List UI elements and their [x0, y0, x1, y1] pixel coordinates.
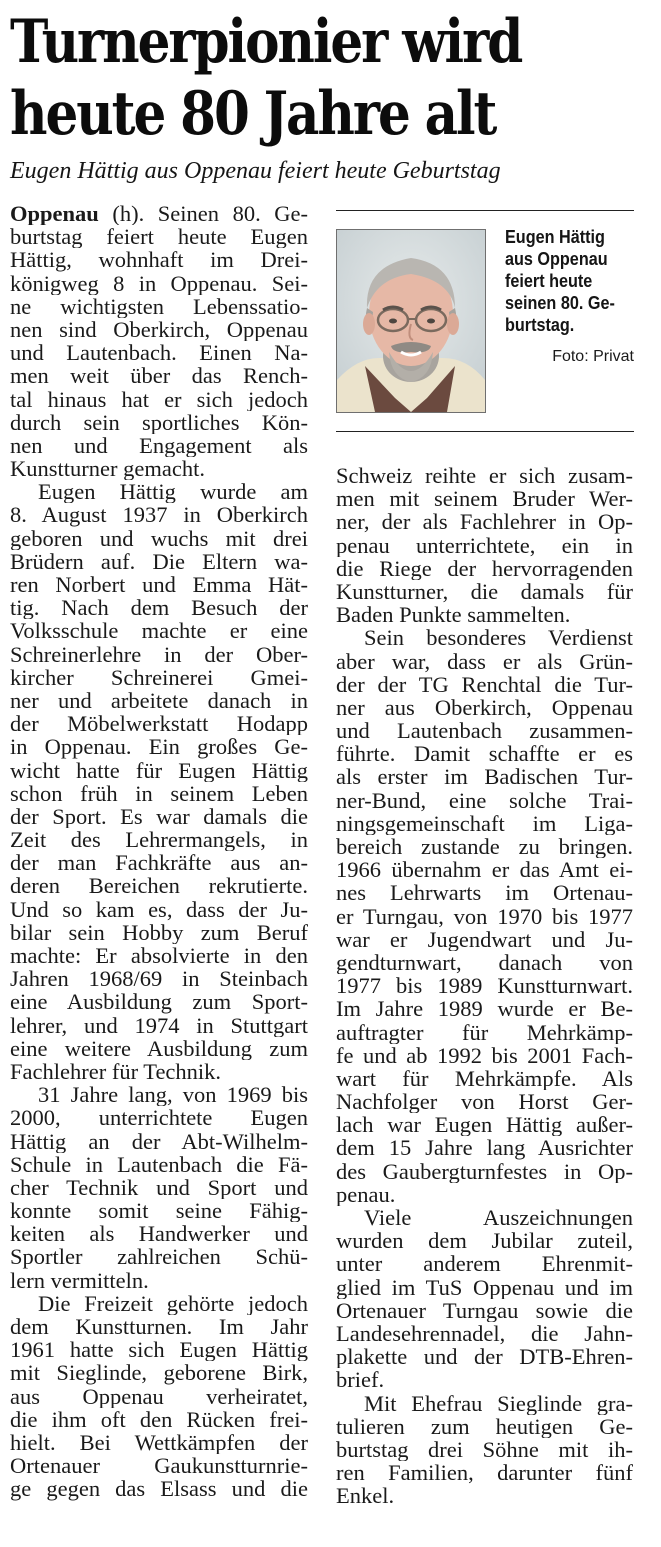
- article-text: brief.: [336, 1368, 385, 1392]
- article-text-line: [336, 1322, 633, 1345]
- article-text-line: [336, 997, 633, 1020]
- article-text-line: [336, 765, 633, 788]
- article-text-line: [336, 1252, 633, 1275]
- article-text: nen sind Oberkirch, Oppenau: [10, 317, 308, 342]
- article-column-left: [10, 202, 308, 1501]
- photo-top-divider: [336, 210, 634, 211]
- article-text-line: [336, 719, 633, 742]
- article-text: Die Freizeit gehörte jedoch: [38, 1291, 308, 1315]
- article-text: Zeit des Lehrermangels, in: [10, 828, 308, 852]
- article-text: schon früh in seinem Leben: [10, 781, 308, 805]
- article-text: bereich zustande zu bringen.: [336, 835, 633, 859]
- article-text-line: [10, 828, 308, 851]
- article-text: machte: Er absolvierte in den: [10, 944, 308, 968]
- article-text: nen und Engagement als: [10, 433, 308, 458]
- article-text: der man Fachkräfte aus an-: [10, 851, 308, 875]
- headline-line-1: Turnerpionier wird: [10, 7, 522, 77]
- subheadline: Eugen Hättig aus Oppenau feiert heute Geburtstag: [10, 158, 501, 184]
- article-text: 8. August 1937 in Oberkirch: [10, 503, 308, 527]
- article-text: ge gegen das Elsass und die: [10, 1477, 308, 1501]
- article-text: Und so kam es, dass der Ju-: [10, 897, 308, 921]
- article-text-line: [10, 619, 308, 642]
- article-text-line: [336, 835, 633, 858]
- article-text-line: [336, 1345, 633, 1368]
- article-text: Enkel.: [336, 1484, 395, 1508]
- article-text-line: [10, 1199, 308, 1222]
- article-text-line: [336, 1368, 633, 1391]
- article-text-line: [10, 1431, 308, 1454]
- article-text: dem 15 Jahre lang Ausrichter: [336, 1136, 633, 1160]
- article-text-line: [10, 411, 308, 434]
- article-text: Kunstturner gemacht.: [10, 457, 205, 481]
- article-text: nes Lehrwarts im Ortenau-: [336, 881, 633, 905]
- article-text: 1966 übernahm er das Amt ei-: [336, 858, 633, 882]
- article-text: und Lautenbach zusammen-: [336, 719, 633, 743]
- article-text-line: [10, 874, 308, 897]
- article-text-line: [10, 388, 308, 411]
- article-text-line: [10, 1477, 308, 1500]
- article-text: als erster im Badischen Tur-: [336, 765, 633, 789]
- article-text-line: [336, 510, 633, 533]
- article-text-line: [10, 1408, 308, 1431]
- article-text: Baden Punkte sammelten.: [336, 603, 571, 627]
- article-text: war er Jugendwart und Ju-: [336, 927, 633, 951]
- article-text: 1961 hatte sich Eugen Hättig: [10, 1338, 308, 1362]
- article-text: hielt. Bei Wettkämpfen der: [10, 1430, 308, 1455]
- caption-line-4: seinen 80. Ge-: [505, 293, 615, 313]
- article-text: eine weitere Ausbildung zum: [10, 1036, 308, 1060]
- article-text-line: [10, 666, 308, 689]
- article-text-line: [336, 1438, 633, 1461]
- article-text-line: [10, 295, 308, 318]
- article-text: men weit über das Rench-: [10, 364, 308, 388]
- article-text-line: [10, 1292, 308, 1315]
- article-text-line: [336, 1415, 633, 1438]
- article-text: lach war Eugen Hättig außer-: [336, 1113, 633, 1137]
- article-text-line: [10, 318, 308, 341]
- article-text: die ihm oft den Rücken frei-: [10, 1407, 308, 1431]
- article-text-line: [336, 1160, 633, 1183]
- article-text-line: [10, 805, 308, 828]
- article-text: wicht hatte für Eugen Hättig: [10, 758, 308, 782]
- article-text: unter anderem Ehrenmit-: [336, 1252, 633, 1276]
- article-text-line: [336, 673, 633, 696]
- article-text-line: [336, 742, 633, 765]
- article-text: Sportler zahlreichen Schü-: [10, 1245, 308, 1269]
- article-text: Jahren 1968/69 in Steinbach: [10, 967, 308, 991]
- article-text-line: [10, 480, 308, 503]
- article-text: cher Technik und Sport und: [10, 1175, 308, 1200]
- article-text: geboren und wuchs mit drei: [10, 526, 308, 550]
- article-text: tal hinaus hat er sich jedoch: [10, 387, 308, 411]
- article-text-line: [336, 928, 633, 951]
- article-text: Fachlehrer für Technik.: [10, 1059, 222, 1084]
- article-text-line: [10, 550, 308, 573]
- article-text: aus Oppenau verheiratet,: [10, 1384, 308, 1408]
- article-text-line: [10, 1083, 308, 1106]
- article-text: ne wichtigsten Lebenssatio-: [10, 294, 308, 318]
- article-text-line: [10, 967, 308, 990]
- article-text-line: [10, 1245, 308, 1268]
- article-text: wurden dem Jubilar zuteil,: [336, 1229, 633, 1253]
- article-text: wart für Mehrkämpfe. Als: [336, 1066, 633, 1091]
- article-text-line: [336, 696, 633, 719]
- caption-line-1: Eugen Hättig: [505, 227, 605, 247]
- article-text-line: [10, 1060, 308, 1083]
- article-text-line: [10, 735, 308, 758]
- article-text-line: [10, 1315, 308, 1338]
- article-text-line: [10, 272, 308, 295]
- article-text-line: [336, 1484, 633, 1507]
- article-text-line: [336, 1021, 633, 1044]
- article-text: ner aus Oberkirch, Oppenau: [336, 695, 633, 720]
- article-text-line: [10, 944, 308, 967]
- article-text-line: [336, 812, 633, 835]
- article-text: 2000, unterrichtete Eugen: [10, 1106, 308, 1130]
- article-text: Landesehrennadel, die Jahn-: [336, 1321, 633, 1346]
- article-text: Schweiz reihte er sich zusam-: [336, 464, 633, 488]
- article-text-line: [336, 974, 633, 997]
- article-text-line: [10, 1037, 308, 1060]
- article-text: Schreinerlehre in der Ober-: [10, 642, 308, 666]
- article-text: Brüdern auf. Die Eltern wa-: [10, 549, 308, 573]
- article-text: Volksschule machte er eine: [10, 619, 308, 643]
- article-text-line: [336, 789, 633, 812]
- article-text-line: [10, 782, 308, 805]
- article-text: Sein besonderes Verdienst: [364, 626, 633, 650]
- article-text: lern vermitteln.: [10, 1268, 149, 1292]
- article-text: ner-Bund, eine solche Trai-: [336, 788, 633, 812]
- headline-line-2: heute 80 Jahre alt: [10, 79, 496, 149]
- article-text: ner und arbeitete danach in: [10, 688, 308, 713]
- article-text: Hättig, wohnhaft im Drei-: [10, 248, 308, 272]
- article-text-line: [10, 990, 308, 1013]
- portrait-image-icon: [337, 230, 485, 412]
- article-text: Ortenauer Gaukunstturnrie-: [10, 1454, 308, 1478]
- article-text-line: [10, 921, 308, 944]
- article-text-line: [10, 1014, 308, 1037]
- article-text-line: [10, 1385, 308, 1408]
- article-text: der Möbelwerkstatt Hodapp: [10, 712, 308, 736]
- article-text-line: [10, 457, 308, 480]
- article-text: durch sein sportliches Kön-: [10, 410, 308, 434]
- article-text-line: [10, 341, 308, 364]
- caption-line-2: aus Oppenau: [505, 249, 608, 269]
- article-text-line: [336, 487, 633, 510]
- article-text-line: [336, 1090, 633, 1113]
- article-text-line: [10, 596, 308, 619]
- article-text-line: [336, 881, 633, 904]
- article-text-line: [336, 534, 633, 557]
- article-text-line: [10, 1454, 308, 1477]
- article-text: Eugen Hättig wurde am: [38, 480, 308, 504]
- article-text-line: [10, 434, 308, 457]
- article-text: men mit seinem Bruder Wer-: [336, 487, 633, 511]
- article-text-line: [336, 464, 633, 487]
- article-text: glied im TuS Oppenau und im: [336, 1275, 633, 1299]
- article-text: penau.: [336, 1182, 396, 1206]
- article-text: aber war, dass er als Grün-: [336, 649, 633, 673]
- caption-line-5: burtstag.: [505, 315, 575, 335]
- article-text: burtstag drei Söhne mit ih-: [336, 1437, 633, 1462]
- article-text-line: [10, 712, 308, 735]
- article-text: königweg 8 in Oppenau. Sei-: [10, 271, 308, 295]
- article-text-line: [336, 1229, 633, 1252]
- article-text: mit Sieglinde, geborene Birk,: [10, 1361, 308, 1385]
- caption-line-3: feiert heute: [505, 271, 593, 291]
- article-text: keiten als Handwerker und: [10, 1222, 308, 1246]
- article-text: der Sport. Es war damals die: [10, 804, 308, 829]
- article-text: ner, der als Fachlehrer in Op-: [336, 510, 633, 534]
- article-text-line: [10, 248, 308, 271]
- article-text: des Gaubergturnfestes in Op-: [336, 1159, 633, 1183]
- article-text-line: [10, 1176, 308, 1199]
- article-text-line: [10, 364, 308, 387]
- article-text: gendturnwart, danach von: [336, 950, 633, 975]
- article-text-line: [10, 1130, 308, 1153]
- article-text: ren Familien, darunter fünf: [336, 1461, 633, 1485]
- article-text: Nachfolger von Horst Ger-: [336, 1090, 633, 1114]
- article-text: tig. Nach dem Besuch der: [10, 596, 308, 620]
- article-text: plakette und der DTB-Ehren-: [336, 1345, 633, 1369]
- article-text: konnte somit seine Fähig-: [10, 1199, 308, 1223]
- article-text: Ortenauer Turngau sowie die: [336, 1298, 633, 1322]
- article-text-line: [336, 1299, 633, 1322]
- article-text: in Oppenau. Ein großes Ge-: [10, 735, 308, 759]
- article-text: er Turngau, von 1970 bis 1977: [336, 904, 633, 928]
- article-text: tulieren zum heutigen Ge-: [336, 1414, 633, 1438]
- article-column-right: [336, 464, 633, 1507]
- article-text-line: [336, 1206, 633, 1229]
- article-text-line: [10, 1361, 308, 1384]
- article-text-line: [10, 689, 308, 712]
- article-text: dem Kunstturnen. Im Jahr: [10, 1315, 308, 1339]
- article-text-line: [336, 1136, 633, 1159]
- article-text-line: [10, 1269, 308, 1292]
- article-text-line: [336, 557, 633, 580]
- article-text-line: [336, 1392, 633, 1415]
- article-text: Schule in Lautenbach die Fä-: [10, 1152, 308, 1176]
- article-text-line: [10, 759, 308, 782]
- photo-caption: [505, 226, 622, 336]
- headline: [10, 6, 560, 150]
- article-text: die Riege der hervorragenden: [336, 556, 633, 580]
- article-text-line: [10, 527, 308, 550]
- article-text-line: [336, 1113, 633, 1136]
- article-text: Viele Auszeichnungen: [364, 1206, 633, 1230]
- article-text: ningsgemeinschaft im Liga-: [336, 811, 633, 835]
- article-text-line: [10, 1222, 308, 1245]
- article-text: 1977 bis 1989 Kunstturnwart.: [336, 974, 633, 998]
- article-text: Kunstturner, die damals für: [336, 579, 633, 604]
- article-text: (h). Seinen 80. Ge-: [112, 202, 308, 226]
- article-text-line: [10, 643, 308, 666]
- article-text: und Lautenbach. Einen Na-: [10, 341, 308, 365]
- article-text-line: [336, 1461, 633, 1484]
- article-text-line: [336, 603, 633, 626]
- article-text: bilar sein Hobby zum Beruf: [10, 920, 308, 944]
- article-text-line: [336, 650, 633, 673]
- article-text: penau unterrichtete, ein in: [336, 533, 633, 557]
- article-text: eine Ausbildung zum Sport-: [10, 990, 308, 1014]
- article-text-line: [336, 905, 633, 928]
- article-text-line: [10, 1153, 308, 1176]
- article-text: auftragter für Mehrkämp-: [336, 1020, 633, 1044]
- article-text-line: [10, 225, 308, 248]
- photo-credit: Foto: Privat: [552, 348, 634, 365]
- article-text: deren Bereichen rekrutierte.: [10, 874, 308, 898]
- article-text: lehrer, und 1974 in Stuttgart: [10, 1013, 308, 1037]
- article-text: Mit Ehefrau Sieglinde gra-: [364, 1391, 633, 1415]
- article-text-line: [336, 858, 633, 881]
- article-text-line: [336, 951, 633, 974]
- article-text-line: [10, 851, 308, 874]
- article-text-line: [336, 580, 633, 603]
- article-text-line: [10, 202, 308, 225]
- article-text: Hättig an der Abt-Wilhelm-: [10, 1129, 308, 1153]
- article-text-line: [336, 1044, 633, 1067]
- dateline: Oppenau: [10, 202, 99, 226]
- article-text-line: [10, 898, 308, 921]
- article-text: fe und ab 1992 bis 2001 Fach-: [336, 1043, 633, 1067]
- article-text-line: [10, 1338, 308, 1361]
- article-text: führte. Damit schaffte er es: [336, 742, 633, 766]
- article-text: der der TG Renchtal die Tur-: [336, 672, 633, 696]
- article-text-line: [10, 1106, 308, 1129]
- article-text: burtstag feiert heute Eugen: [10, 225, 308, 249]
- article-text-line: [10, 573, 308, 596]
- article-text: ren Norbert und Emma Hät-: [10, 573, 308, 597]
- article-text-line: [336, 1183, 633, 1206]
- article-text-line: [336, 1276, 633, 1299]
- photo-bottom-divider: [336, 431, 634, 432]
- article-text-line: [10, 503, 308, 526]
- article-text-line: [336, 1067, 633, 1090]
- article-text: Im Jahre 1989 wurde er Be-: [336, 997, 633, 1021]
- portrait-photo: [336, 229, 486, 413]
- article-text-line: [336, 626, 633, 649]
- article-text: kircher Schreinerei Gmei-: [10, 665, 308, 689]
- article-text: 31 Jahre lang, von 1969 bis: [38, 1083, 308, 1107]
